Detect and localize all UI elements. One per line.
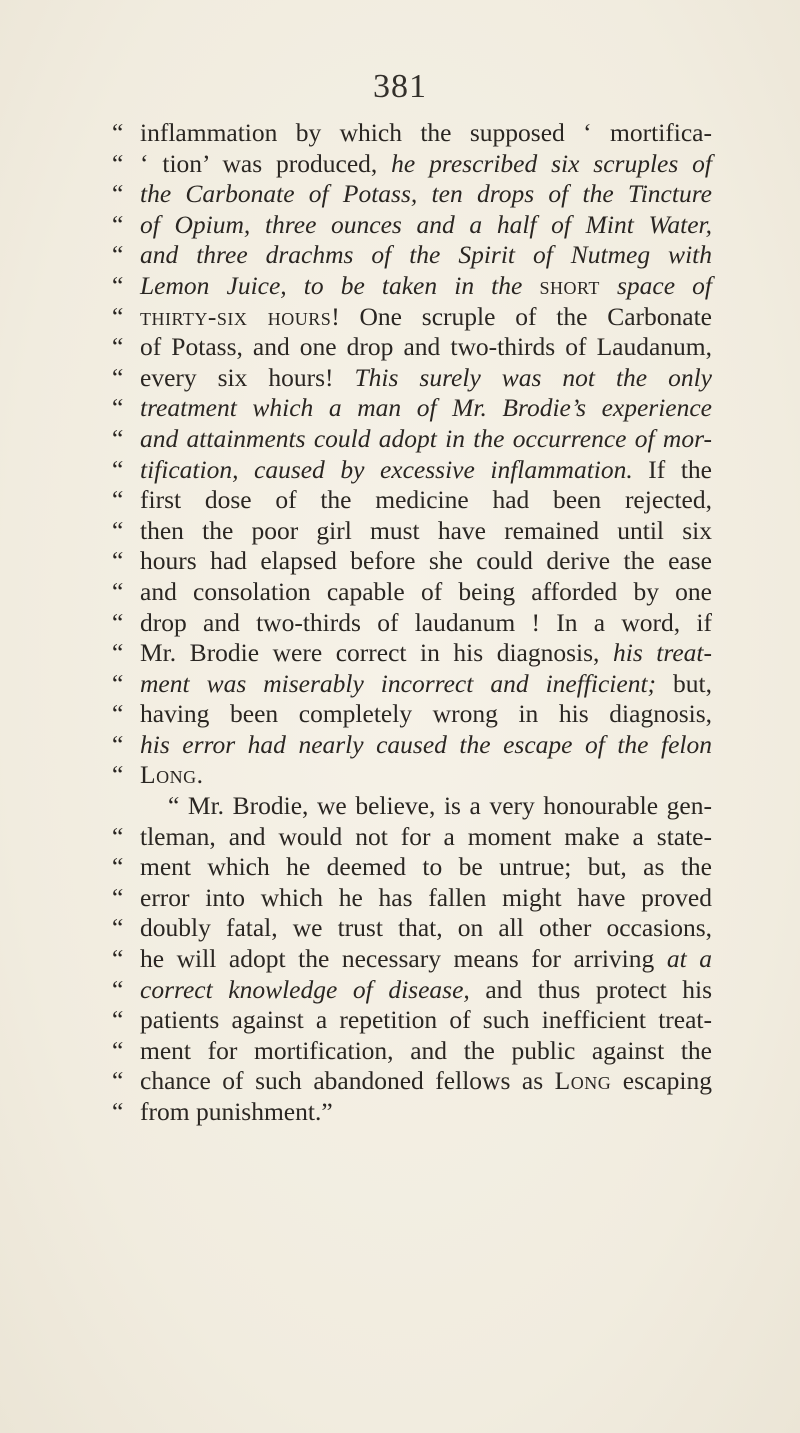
text-segment: tleman, and would not for a moment make a state- <box>140 821 712 851</box>
line-text <box>140 363 712 394</box>
quote-mark: “ <box>112 699 124 729</box>
quote-mark: “ <box>112 1035 124 1065</box>
text-line <box>112 240 712 271</box>
text-line <box>112 210 712 241</box>
quote-mark: “ <box>112 179 124 209</box>
line-text <box>140 730 712 761</box>
text-line <box>112 271 712 302</box>
quote-mark: “ <box>112 944 124 974</box>
text-segment: inflammation by which the supposed ‘ mortifica- <box>140 118 712 147</box>
quote-mark: “ <box>112 362 124 392</box>
italic-text: at a <box>666 944 712 974</box>
paragraph-1 <box>112 118 712 791</box>
quote-mark: “ <box>112 821 124 851</box>
quote-mark: “ <box>112 913 124 943</box>
italic-text: he prescribed six scruples of <box>391 148 712 178</box>
line-text <box>140 1036 712 1067</box>
small-caps-text: short <box>539 270 600 300</box>
text-line <box>112 944 712 975</box>
line-text <box>140 271 712 302</box>
text-line <box>112 883 712 914</box>
text-segment: hours had elapsed before she could derive the ease <box>140 546 712 576</box>
quote-mark: “ <box>112 209 124 239</box>
text-line <box>112 913 712 944</box>
text-segment: then the poor girl must have remained until six <box>140 515 712 545</box>
page-number-text: 381 <box>373 68 427 105</box>
text-line <box>112 118 712 149</box>
quote-mark: “ <box>112 1097 124 1126</box>
text-block <box>112 118 712 1128</box>
text-line <box>112 1097 712 1128</box>
text-line <box>112 424 712 455</box>
text-line <box>112 1036 712 1067</box>
text-segment: Mr. Brodie were correct in his diagnosis, <box>140 638 613 668</box>
text-line <box>112 669 712 700</box>
quote-mark: “ <box>112 760 124 790</box>
text-segment: from punishment.” <box>140 1097 333 1126</box>
line-text <box>140 118 712 149</box>
text-segment: “ Mr. Brodie, we believe, is a very honourable gen- <box>168 791 712 821</box>
line-text <box>140 975 712 1006</box>
line-text <box>140 240 712 271</box>
quote-mark: “ <box>112 148 124 178</box>
line-text <box>140 149 712 180</box>
text-segment: patients against a repetition of such inefficient treat- <box>140 1005 712 1035</box>
text-line <box>112 638 712 669</box>
quote-mark: “ <box>112 118 124 147</box>
page-number <box>0 68 800 106</box>
italic-text: the Carbonate of Potass, ten drops of the Tincture <box>140 179 712 209</box>
text-line <box>112 699 712 730</box>
text-line <box>112 852 712 883</box>
quote-mark: “ <box>112 393 124 423</box>
text-segment: drop and two-thirds of laudanum ! In a word, if <box>140 607 712 637</box>
italic-text: ment was miserably incorrect and inefficient; <box>140 668 657 698</box>
italic-text: This surely was not the only <box>354 362 713 392</box>
line-text <box>140 210 712 241</box>
text-segment: ment for mortification, and the public against the <box>140 1035 712 1065</box>
text-segment: of Potass, and one drop and two-thirds of Laudanum, <box>140 332 712 362</box>
quote-mark: “ <box>112 1066 124 1096</box>
quote-mark: “ <box>112 270 124 300</box>
italic-text: correct knowledge of disease, <box>140 974 470 1004</box>
text-line <box>112 393 712 424</box>
text-line <box>112 302 712 333</box>
quote-mark: “ <box>112 240 124 270</box>
text-line <box>112 760 712 791</box>
text-segment: ! One scruple of the Carbonate <box>331 301 712 331</box>
small-caps-text: Long <box>554 1066 612 1096</box>
quote-mark: “ <box>112 454 124 484</box>
text-segment: chance of such abandoned fellows as <box>140 1066 555 1096</box>
quote-mark: “ <box>112 423 124 453</box>
line-text <box>140 393 712 424</box>
text-line <box>112 332 712 363</box>
line-text <box>168 791 712 822</box>
quote-mark: “ <box>112 485 124 515</box>
quote-mark: “ <box>112 332 124 362</box>
quote-mark: “ <box>112 852 124 882</box>
text-segment: but, <box>656 668 712 698</box>
line-text <box>140 455 712 486</box>
text-segment: and consolation capable of being afforded by one <box>140 576 712 606</box>
italic-text: and three drachms of the Spirit of Nutmeg with <box>140 240 712 270</box>
text-segment: first dose of the medicine had been rejected, <box>140 485 712 515</box>
line-text <box>140 1097 712 1128</box>
text-line <box>112 455 712 486</box>
text-segment: ‘ tion’ was produced, <box>140 148 392 178</box>
italic-text: and attainments could adopt in the occurrence of mor- <box>140 423 712 453</box>
line-text <box>140 516 712 547</box>
text-line <box>112 179 712 210</box>
line-text <box>140 179 712 210</box>
line-text <box>140 1005 712 1036</box>
quote-mark: “ <box>112 301 124 331</box>
line-text <box>140 1066 712 1097</box>
line-text <box>140 669 712 700</box>
italic-text: his error had nearly caused the escape of the felon <box>140 729 712 759</box>
text-line <box>112 1066 712 1097</box>
quote-mark: “ <box>112 607 124 637</box>
line-text <box>140 302 712 333</box>
small-caps-text: thirty-six hours <box>140 301 332 331</box>
text-line <box>112 149 712 180</box>
text-line <box>112 516 712 547</box>
text-segment: and thus protect his <box>469 974 713 1004</box>
text-segment: every six hours! <box>140 362 355 392</box>
text-line <box>112 791 712 822</box>
text-segment: error into which he has fallen might have proved <box>140 882 712 912</box>
text-line <box>112 546 712 577</box>
quote-mark: “ <box>112 546 124 576</box>
quote-mark: “ <box>112 974 124 1004</box>
italic-text: his treat- <box>612 638 712 668</box>
text-segment: doubly fatal, we trust that, on all other occasions, <box>140 913 712 943</box>
text-line <box>112 1005 712 1036</box>
italic-text: treatment which a man of Mr. Brodie’s experience <box>140 393 712 423</box>
quote-mark: “ <box>112 515 124 545</box>
small-caps-text: Long <box>140 760 197 790</box>
text-line <box>112 975 712 1006</box>
text-line <box>112 577 712 608</box>
text-segment: escaping <box>611 1066 712 1096</box>
line-text <box>140 852 712 883</box>
line-text <box>140 944 712 975</box>
text-line <box>112 485 712 516</box>
quote-mark: “ <box>112 1005 124 1035</box>
line-text <box>140 608 712 639</box>
text-line <box>112 363 712 394</box>
line-text <box>140 822 712 853</box>
line-text <box>140 485 712 516</box>
italic-text: tification, caused by excessive inflammation. <box>140 454 633 484</box>
text-line <box>112 608 712 639</box>
quote-mark: “ <box>112 729 124 759</box>
italic-text: of Opium, three ounces and a half of Mint Water, <box>140 209 712 239</box>
paragraph-2 <box>112 791 712 1128</box>
line-text <box>140 332 712 363</box>
italic-text: Lemon Juice, to be taken in the <box>140 270 540 300</box>
line-text <box>140 577 712 608</box>
text-line <box>112 822 712 853</box>
line-text <box>140 424 712 455</box>
text-segment: he will adopt the necessary means for arriving <box>140 944 667 974</box>
line-text <box>140 699 712 730</box>
line-text <box>140 638 712 669</box>
line-text <box>140 883 712 914</box>
quote-mark: “ <box>112 576 124 606</box>
italic-text: space of <box>599 270 712 300</box>
text-segment: If the <box>632 454 712 484</box>
text-segment: ment which he deemed to be untrue; but, as the <box>140 852 712 882</box>
quote-mark: “ <box>112 668 124 698</box>
text-segment: . <box>196 760 203 790</box>
line-text <box>140 760 712 791</box>
text-segment: having been completely wrong in his diagnosis, <box>140 699 712 729</box>
text-line <box>112 730 712 761</box>
quote-mark: “ <box>112 638 124 668</box>
line-text <box>140 546 712 577</box>
line-text <box>140 913 712 944</box>
quote-mark: “ <box>112 882 124 912</box>
